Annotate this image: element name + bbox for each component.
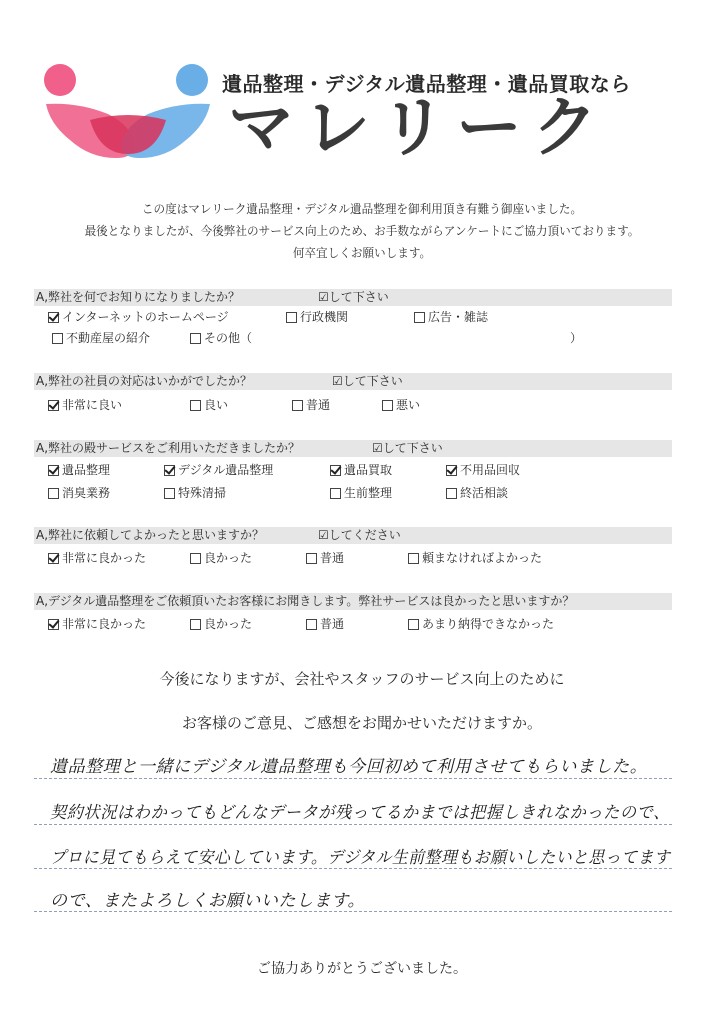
- logo-blue-dot: [176, 64, 208, 96]
- question-1-hint: ☑して下さい: [318, 290, 389, 304]
- checkbox[interactable]: [48, 488, 59, 499]
- handwritten-line: プロに見てもらえて安心しています。デジタル生前整理もお願いしたいと思ってます: [50, 848, 671, 868]
- brand-name: マレリーク: [228, 89, 608, 166]
- checkbox[interactable]: [48, 465, 59, 476]
- checkbox[interactable]: [382, 400, 393, 411]
- checkbox[interactable]: [306, 619, 317, 630]
- feedback-prompt-2: お客様のご意見、ご感想をお聞かせいただけますか。: [181, 714, 542, 732]
- intro-text: [0, 198, 724, 264]
- other-close-paren: ）: [570, 331, 583, 345]
- checkbox[interactable]: [330, 465, 341, 476]
- checkbox[interactable]: [446, 465, 457, 476]
- option-normal-4[interactable]: 普通: [306, 549, 344, 567]
- question-1-text: A,弊社を何でお知りになりましたか？: [36, 290, 241, 304]
- option-unsatisfied-5[interactable]: あまり納得できなかった: [408, 615, 554, 633]
- intro-line: この度はマレリーク遺品整理・デジタル遺品整理を御利用頂き有難う御座いました。: [141, 202, 583, 216]
- option-good[interactable]: 良い: [190, 396, 228, 414]
- checkbox[interactable]: [306, 553, 317, 564]
- checkbox[interactable]: [286, 312, 297, 323]
- checkbox[interactable]: [48, 553, 59, 564]
- handwritten-line: ので、またよろしくお願いいたします。: [50, 891, 366, 911]
- option-normal-5[interactable]: 普通: [306, 615, 344, 633]
- intro-line: 何卒宜しくお願いします。: [292, 246, 432, 260]
- checkbox[interactable]: [190, 333, 201, 344]
- option-ad[interactable]: 広告・雑誌: [414, 308, 488, 326]
- option-very-good[interactable]: 非常に良い: [48, 396, 122, 414]
- checkbox[interactable]: [292, 400, 303, 411]
- checkbox[interactable]: [330, 488, 341, 499]
- option-ihin-kaitori[interactable]: 遺品買取: [330, 461, 392, 479]
- option-internet[interactable]: インターネットのホームページ: [48, 308, 229, 326]
- ruled-line: [34, 868, 672, 869]
- option-shukatsu[interactable]: 終活相談: [446, 484, 508, 502]
- option-ihin-seiri[interactable]: 遺品整理: [48, 461, 110, 479]
- ruled-line: [34, 824, 672, 825]
- marerique-logo: [38, 62, 218, 162]
- checkbox[interactable]: [164, 488, 175, 499]
- feedback-prompt-1: 今後になりますが、会社やスタッフのサービス向上のために: [159, 670, 565, 688]
- option-digital-ihin[interactable]: デジタル遺品整理: [164, 461, 273, 479]
- checkbox[interactable]: [190, 619, 201, 630]
- checkbox[interactable]: [414, 312, 425, 323]
- checkbox[interactable]: [408, 619, 419, 630]
- logo-pink-dot: [44, 64, 76, 96]
- checkbox[interactable]: [190, 553, 201, 564]
- option-good-4[interactable]: 良かった: [190, 549, 252, 567]
- option-shoushu[interactable]: 消臭業務: [48, 484, 110, 502]
- tagline: 遺品整理・デジタル遺品整理・遺品買取なら: [222, 72, 631, 96]
- ruled-line: [34, 778, 672, 779]
- checkbox[interactable]: [48, 400, 59, 411]
- option-normal[interactable]: 普通: [292, 396, 330, 414]
- handwritten-line: 遺品整理と一緒にデジタル遺品整理も今回初めて利用させてもらいました。: [50, 757, 648, 777]
- checkbox[interactable]: [48, 619, 59, 630]
- checkbox[interactable]: [446, 488, 457, 499]
- option-other[interactable]: その他（: [190, 329, 252, 347]
- closing-thanks: ご協力ありがとうございました。: [257, 961, 467, 977]
- option-good-5[interactable]: 良かった: [190, 615, 252, 633]
- option-regret-4[interactable]: 頼まなければよかった: [408, 549, 542, 567]
- option-fuyouhin[interactable]: 不用品回収: [446, 461, 520, 479]
- option-gov[interactable]: 行政機関: [286, 308, 348, 326]
- checkbox[interactable]: [48, 312, 59, 323]
- question-3-text: A,弊社の殿サービスをご利用いただきましたか？: [36, 441, 301, 455]
- option-tokushu-seisou[interactable]: 特殊清掃: [164, 484, 226, 502]
- question-3-hint: ☑して下さい: [372, 441, 443, 455]
- option-realestate[interactable]: 不動産屋の紹介: [52, 329, 150, 347]
- option-bad[interactable]: 悪い: [382, 396, 420, 414]
- option-seizen-seiri[interactable]: 生前整理: [330, 484, 392, 502]
- question-2-hint: ☑して下さい: [332, 374, 403, 388]
- intro-line: 最後となりましたが、今後弊社のサービス向上のため、お手数ながらアンケートにご協力頂いております。: [84, 224, 640, 238]
- question-5-text: A,デジタル遺品整理をご依頼頂いたお客様にお聞きします。弊社サービスは良かったと思いますか？: [36, 594, 575, 608]
- checkbox[interactable]: [190, 400, 201, 411]
- checkbox[interactable]: [52, 333, 63, 344]
- handwritten-line: 契約状況はわかってもどんなデータが残ってるかまでは把握しきれなかったので、: [50, 803, 670, 823]
- question-4-hint: ☑してください: [318, 528, 401, 542]
- question-4-text: A,弊社に依頼してよかったと思いますか？: [36, 528, 265, 542]
- option-very-good-4[interactable]: 非常に良かった: [48, 549, 146, 567]
- option-very-good-5[interactable]: 非常に良かった: [48, 615, 146, 633]
- question-2-text: A,弊社の社員の対応はいかがでしたか？: [36, 374, 253, 388]
- ruled-line: [34, 911, 672, 912]
- checkbox[interactable]: [164, 465, 175, 476]
- checkbox[interactable]: [408, 553, 419, 564]
